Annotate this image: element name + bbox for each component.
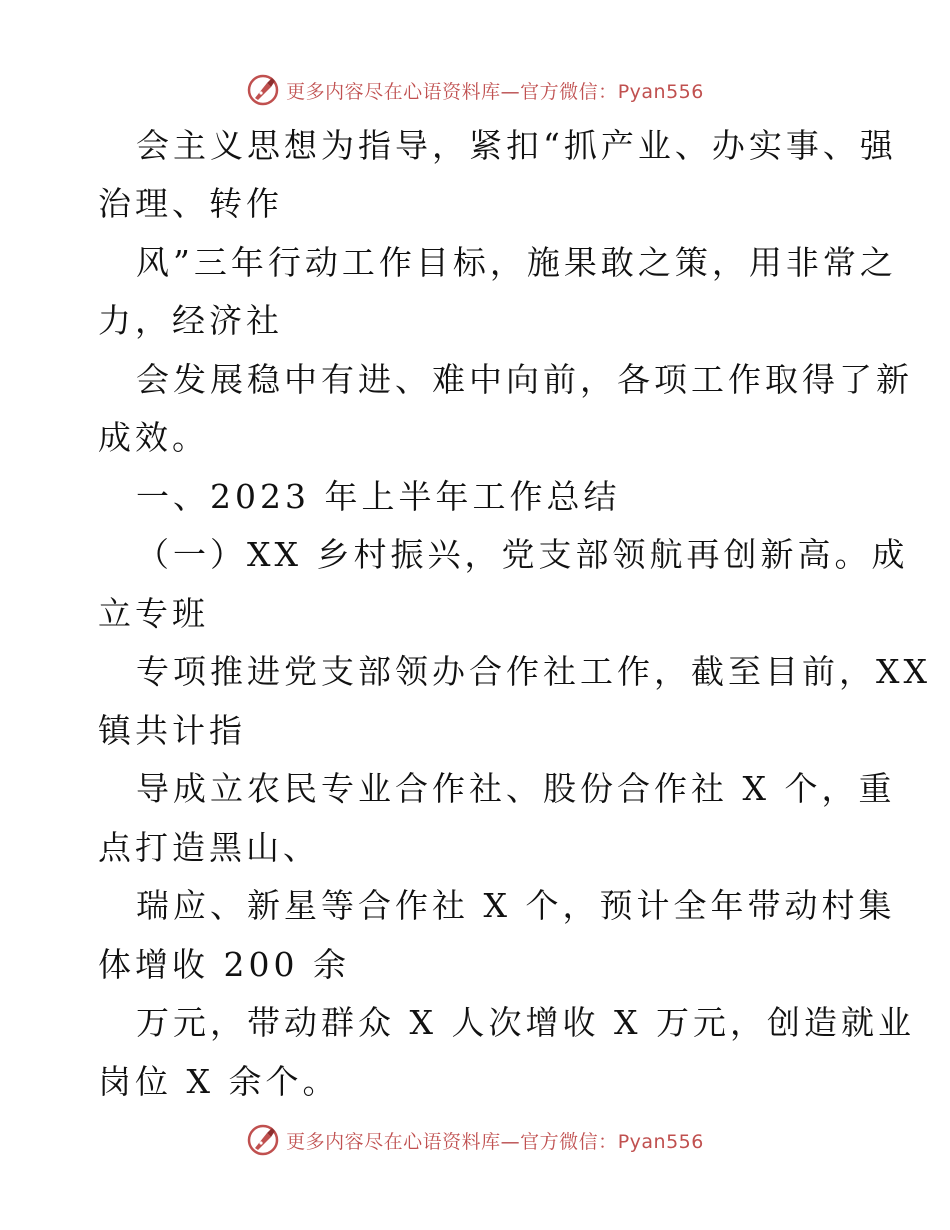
footer-watermark-text (286, 1127, 704, 1154)
body-line-10: 专项推进党支部领办合作社工作，截至目前，XX (136, 652, 931, 691)
body-line-13: 点打造黑山、 (98, 828, 320, 867)
body-line-8: （一）XX 乡村振兴，党支部领航再创新高。成 (136, 535, 909, 574)
body-line-17: 岗位 X 余个。 (98, 1062, 340, 1101)
header-wechat-label: 官方微信： (520, 80, 618, 103)
header-dash: — (500, 80, 521, 103)
body-line-2: 治理、转作 (98, 184, 283, 223)
header-site-text: 更多内容尽在心语资料库 (286, 80, 501, 103)
body-line-3: 风”三年行动工作目标，施果敢之策，用非常之 (136, 243, 897, 282)
body-line-15: 体增收 200 余 (98, 945, 350, 984)
pen-nib-logo-icon (246, 1123, 280, 1157)
body-line-12: 导成立农民专业合作社、股份合作社 X 个，重 (136, 769, 896, 808)
body-line-4: 力，经济社 (98, 301, 283, 340)
footer-wechat-id: Pyan556 (617, 1130, 704, 1153)
body-line-1: 会主义思想为指导，紧扣“抓产业、办实事、强 (136, 126, 897, 165)
footer-wechat-label: 官方微信： (520, 1130, 618, 1153)
footer-watermark (0, 1120, 950, 1160)
body-line-11: 镇共计指 (98, 711, 246, 750)
header-wechat-id: Pyan556 (617, 80, 704, 103)
footer-site-text: 更多内容尽在心语资料库 (286, 1130, 501, 1153)
body-line-14: 瑞应、新星等合作社 X 个，预计全年带动村集 (136, 886, 896, 925)
body-line-5: 会发展稳中有进、难中向前，各项工作取得了新 (136, 360, 913, 399)
section-heading: 一、2023 年上半年工作总结 (136, 477, 621, 516)
body-line-16: 万元，带动群众 X 人次增收 X 万元，创造就业 (136, 1003, 915, 1042)
body-line-6: 成效。 (98, 418, 209, 457)
footer-dash: — (500, 1130, 521, 1153)
body-line-9: 立专班 (98, 594, 209, 633)
